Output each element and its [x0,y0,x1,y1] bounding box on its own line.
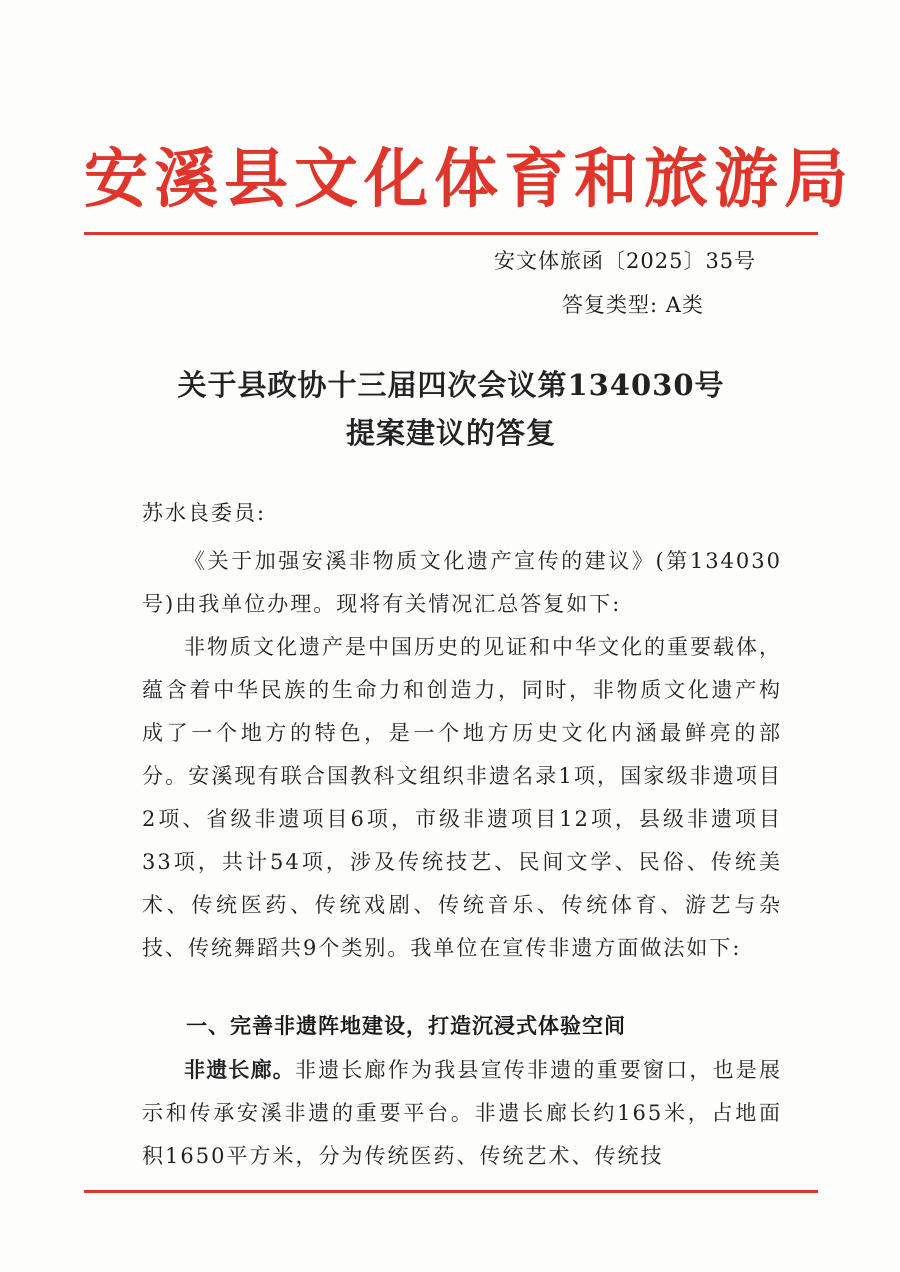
body-paragraph-1: 《关于加强安溪非物质文化遗产宣传的建议》(第134030号)由我单位办理。现将有关情况汇总答复如下: [142,549,782,616]
body-paragraph-2-block [142,626,782,970]
document-title-line-1: 关于县政协十三届四次会议第134030号 [177,368,725,402]
body-paragraph-1-block [142,540,782,626]
salutation: 苏水良委员: [142,501,267,525]
body-paragraph-2: 非物质文化遗产是中国历史的见证和中华文化的重要载体，蕴含着中华民族的生命力和创造力，同时，非物质文化遗产构成了一个地方的特色，是一个地方历史文化内涵最鲜亮的部分。安溪现有联合国教科文组织非遗名录1项，国家级非遗项目2项、省级非遗项目6项，市级非遗项目12项，县级非遗项目33项，共计54项，涉及传统技艺、民间文学、民俗、传统美术、传统医药、传统戏剧、传统音乐、传统体育、游艺与杂技、传统舞蹈共9个类别。我单位在宣传非遗方面做法如下: [142,635,782,960]
issuing-organization-title: 安溪县文化体育和旅游局 [84,142,854,217]
document-number: 安文体旅函〔2025〕35号 [494,249,757,273]
body-paragraph-3-block [142,1049,782,1178]
paragraph-3-text: 非遗长廊作为我县宣传非遗的重要窗口，也是展示和传承安溪非遗的重要平台。非遗长廊长约165米，占地面积1650平方米，分为传统医药、传统艺术、传统技 [142,1058,782,1168]
red-header-rule [84,232,818,235]
red-footer-rule [84,1190,818,1193]
paragraph-lead-term: 非遗长廊。 [184,1058,295,1082]
document-title-line-2: 提案建议的答复 [345,416,556,450]
body-paragraph-3 [142,1049,782,1178]
section-heading-1: 一、完善非遗阵地建设，打造沉浸式体验空间 [186,1014,626,1038]
reply-type: 答复类型: A类 [562,293,704,317]
